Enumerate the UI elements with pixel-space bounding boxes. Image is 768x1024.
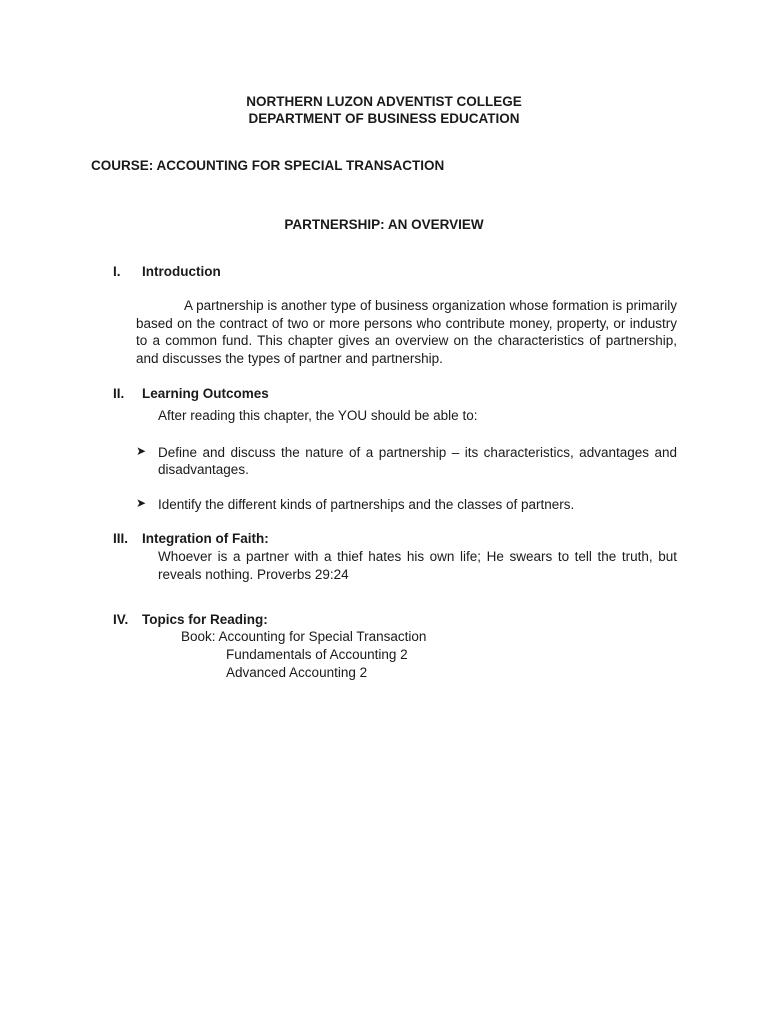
section-numeral-4: IV.	[113, 612, 129, 627]
department-name: DEPARTMENT OF BUSINESS EDUCATION	[248, 111, 520, 126]
section-title-integration-of-faith: Integration of Faith:	[142, 531, 269, 546]
document-title: PARTNERSHIP: AN OVERVIEW	[284, 217, 484, 232]
section-title-learning-outcomes: Learning Outcomes	[142, 386, 269, 401]
reading-book-3: Advanced Accounting 2	[226, 665, 368, 680]
reading-book-2: Fundamentals of Accounting 2	[226, 647, 408, 662]
section-title-introduction: Introduction	[142, 264, 221, 279]
arrow-bullet-icon: ➤	[136, 444, 147, 458]
section-numeral-2: II.	[113, 386, 125, 401]
section-numeral-1: I.	[113, 264, 121, 279]
faith-verse-paragraph: Whoever is a partner with a thief hates his own life; He swears to tell the truth, but reveals nothing. Proverbs 29:24	[158, 549, 677, 582]
section-title-topics-for-reading: Topics for Reading:	[142, 612, 268, 627]
reading-book-1: Book: Accounting for Special Transaction	[181, 629, 427, 644]
college-name: NORTHERN LUZON ADVENTIST COLLEGE	[246, 94, 522, 109]
introduction-paragraph: A partnership is another type of business organization whose formation is primarily based on the contract of two or more persons who contribute money, property, or industry to a common fund. This chapter gives an overview on the characteristics of partnership, and discusses the types of partner and partnership.	[136, 298, 677, 366]
course-title: COURSE: ACCOUNTING FOR SPECIAL TRANSACTION	[91, 158, 445, 173]
learning-outcome-text: Define and discuss the nature of a partnership – its characteristics, advantages and disadvantages.	[158, 445, 677, 477]
learning-outcomes-lead: After reading this chapter, the YOU should be able to:	[158, 408, 478, 423]
learning-outcome-text: Identify the different kinds of partnerships and the classes of partners.	[158, 497, 575, 512]
section-numeral-3: III.	[113, 531, 129, 546]
arrow-bullet-icon: ➤	[136, 496, 147, 510]
